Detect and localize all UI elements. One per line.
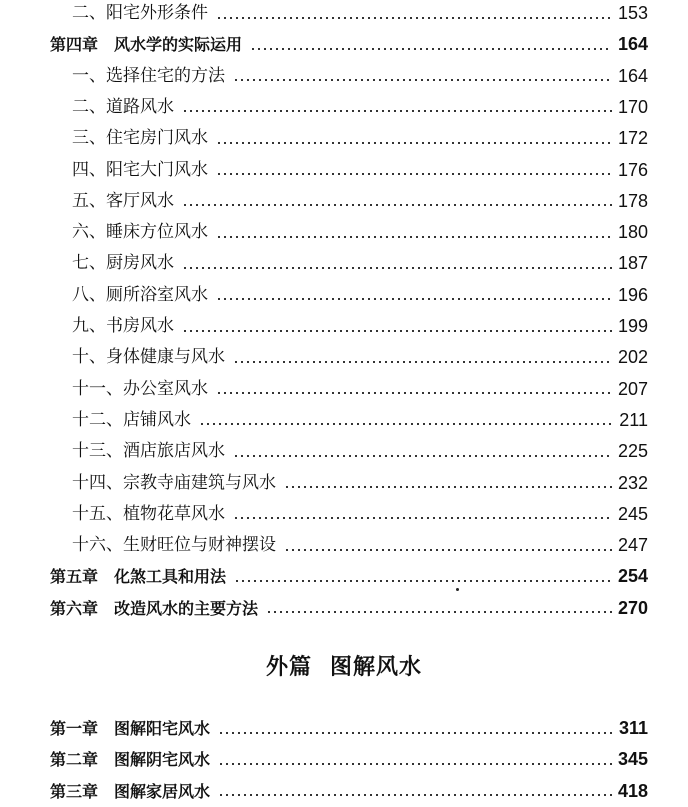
toc-entry-title: 第六章 改造风水的主要方法 bbox=[50, 598, 259, 618]
stray-dot bbox=[456, 588, 459, 591]
toc-entry-page-number: 270 bbox=[617, 597, 648, 618]
toc-entry bbox=[0, 744, 688, 775]
toc-entry bbox=[0, 713, 688, 744]
toc-entry-page-number: 245 bbox=[617, 503, 648, 524]
toc-entry bbox=[0, 155, 688, 186]
dot-leader bbox=[233, 455, 612, 457]
dot-leader bbox=[216, 236, 612, 238]
dot-leader bbox=[250, 48, 612, 50]
toc-entry-page-number: 418 bbox=[617, 780, 648, 801]
toc-entry-title: 第五章 化煞工具和用法 bbox=[50, 567, 227, 587]
toc-entry-page-number: 247 bbox=[617, 535, 648, 556]
toc-entry bbox=[0, 123, 688, 154]
dot-leader bbox=[216, 173, 612, 175]
toc-entry bbox=[0, 217, 688, 248]
section-heading bbox=[0, 650, 688, 681]
toc-entry bbox=[0, 776, 688, 807]
toc-entry bbox=[0, 561, 688, 592]
toc-entry-page-number: 172 bbox=[617, 128, 648, 149]
toc-entry-page-number: 178 bbox=[617, 190, 648, 211]
toc-entry-page-number: 164 bbox=[617, 34, 648, 55]
section-heading-part: 外篇 bbox=[265, 654, 312, 680]
dot-leader bbox=[199, 423, 613, 425]
toc-entry-title: 十二、店铺风水 bbox=[72, 409, 191, 430]
toc-entry bbox=[0, 61, 688, 92]
dot-leader bbox=[284, 486, 612, 488]
dot-leader bbox=[266, 611, 612, 613]
toc-entry bbox=[0, 280, 688, 311]
toc-entry-title: 第三章 图解家居风水 bbox=[50, 781, 211, 801]
toc-entry-title: 一、选择住宅的方法 bbox=[72, 65, 225, 86]
toc-entry bbox=[0, 436, 688, 467]
dot-leader bbox=[182, 204, 612, 206]
toc-entry bbox=[0, 593, 688, 624]
toc-entry-page-number: 196 bbox=[617, 284, 648, 305]
dot-leader bbox=[182, 330, 612, 332]
dot-leader bbox=[216, 298, 612, 300]
toc-entry-page-number: 176 bbox=[617, 159, 648, 180]
toc-entry bbox=[0, 405, 688, 436]
toc-entry-page-number: 232 bbox=[617, 472, 648, 493]
dot-leader bbox=[218, 763, 612, 765]
toc-entry bbox=[0, 374, 688, 405]
toc-entry bbox=[0, 468, 688, 499]
toc-entry-title: 二、阳宅外形条件 bbox=[72, 3, 208, 23]
toc-entry-title: 九、书房风水 bbox=[72, 316, 174, 336]
toc-entry-page-number: 164 bbox=[617, 65, 648, 86]
toc-entry-title: 十一、办公室风水 bbox=[72, 378, 208, 399]
toc-entry-page-number: 345 bbox=[617, 749, 648, 770]
toc-entry-page-number: 225 bbox=[617, 441, 648, 462]
dot-leader bbox=[234, 580, 612, 582]
dot-leader bbox=[216, 142, 612, 144]
toc-entry-title: 七、厨房风水 bbox=[72, 253, 174, 274]
toc-entry-page-number: 199 bbox=[617, 316, 648, 336]
toc-entry bbox=[0, 248, 688, 279]
toc-entry-title: 十、身体健康与风水 bbox=[72, 347, 225, 368]
toc-entry-title: 十六、生财旺位与财神摆设 bbox=[72, 535, 276, 556]
toc-entry-title: 八、厕所浴室风水 bbox=[72, 284, 208, 305]
toc-entry bbox=[0, 342, 688, 373]
dot-leader bbox=[233, 517, 612, 519]
toc-entry bbox=[0, 499, 688, 530]
toc-entry-title: 三、住宅房门风水 bbox=[72, 128, 208, 149]
toc-entry bbox=[0, 29, 688, 60]
toc-entry-page-number: 202 bbox=[617, 347, 648, 368]
dot-leader bbox=[216, 17, 612, 19]
toc-entry-page-number: 254 bbox=[617, 566, 648, 587]
toc-entry-title: 第四章 风水学的实际运用 bbox=[50, 35, 243, 55]
dot-leader bbox=[182, 267, 612, 269]
dot-leader bbox=[233, 361, 612, 363]
toc-entry bbox=[0, 530, 688, 561]
toc-entry bbox=[0, 92, 688, 123]
toc-entry bbox=[0, 0, 688, 29]
toc-entry-title: 六、睡床方位风水 bbox=[72, 222, 208, 243]
toc-entry bbox=[0, 186, 688, 217]
toc-entry-title: 十五、植物花草风水 bbox=[72, 503, 225, 524]
dot-leader bbox=[218, 732, 613, 734]
dot-leader bbox=[233, 79, 612, 81]
dot-leader bbox=[284, 549, 612, 551]
toc-entry-page-number: 153 bbox=[617, 3, 648, 23]
toc-entry-page-number: 180 bbox=[617, 222, 648, 243]
toc-entry-title: 二、道路风水 bbox=[72, 96, 174, 117]
toc-entry-title: 十三、酒店旅店风水 bbox=[72, 441, 225, 462]
toc-entry-page-number: 187 bbox=[617, 253, 648, 274]
toc-entry-title: 第二章 图解阴宅风水 bbox=[50, 750, 211, 770]
toc-entry-page-number: 207 bbox=[617, 378, 648, 399]
dot-leader bbox=[218, 794, 612, 796]
toc-entry-title: 第一章 图解阳宅风水 bbox=[50, 719, 211, 738]
toc-entry-page-number: 311 bbox=[618, 718, 648, 738]
toc-entry-page-number: 170 bbox=[617, 96, 648, 117]
section-heading-title: 图解风水 bbox=[330, 654, 423, 680]
toc-entry-title: 五、客厅风水 bbox=[72, 190, 174, 211]
toc-entry-title: 十四、宗教寺庙建筑与风水 bbox=[72, 472, 276, 493]
toc-entry-page-number: 211 bbox=[619, 409, 648, 430]
dot-leader bbox=[182, 110, 612, 112]
dot-leader bbox=[216, 392, 612, 394]
toc-entry-title: 四、阳宅大门风水 bbox=[72, 159, 208, 180]
toc-entry bbox=[0, 311, 688, 342]
